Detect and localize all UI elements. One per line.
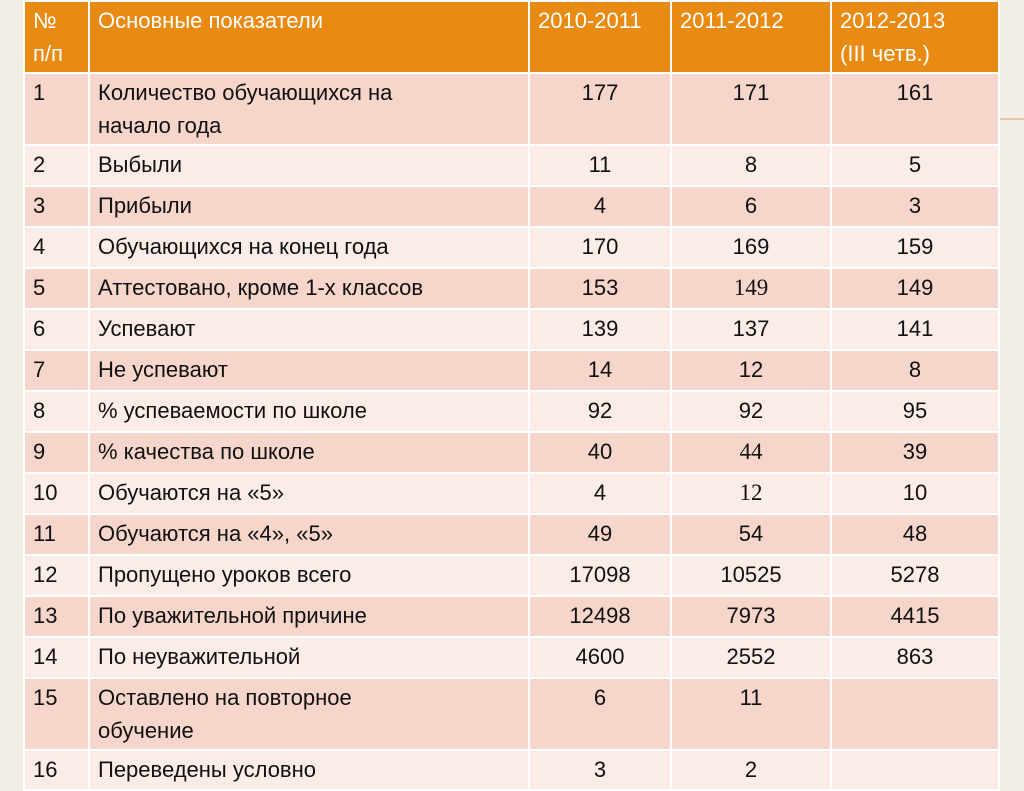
row-value-2011: 2 [671,750,831,790]
row-value-2011: 6 [671,186,831,227]
table-row [24,596,999,637]
row-value-2010: 4 [529,186,671,227]
row-indicator: % качества по школе [89,432,529,473]
row-value-2010: 177 [529,73,671,145]
row-indicator: Пропущено уроков всего [89,555,529,596]
row-value-2010: 11 [529,145,671,186]
row-value-2011: 149 [671,268,831,309]
row-value-2011: 11 [671,678,831,750]
row-indicator: По неуважительной [89,637,529,678]
indicators-table [23,0,1000,791]
table-row [24,145,999,186]
row-number: 1 [24,73,89,145]
row-number: 8 [24,391,89,432]
row-indicator: Обучаются на «4», «5» [89,514,529,555]
row-value-2011: 171 [671,73,831,145]
row-number: 12 [24,555,89,596]
row-value-2012: 3 [831,186,999,227]
row-number: 16 [24,750,89,790]
table-row [24,432,999,473]
row-number: 5 [24,268,89,309]
row-value-2012: 4415 [831,596,999,637]
row-indicator: Количество обучающихся на начало года [89,73,529,145]
row-indicator: Аттестовано, кроме 1-х классов [89,268,529,309]
table-row [24,268,999,309]
row-value-2010: 17098 [529,555,671,596]
row-value-2010: 6 [529,678,671,750]
table-row [24,473,999,514]
row-value-2011: 137 [671,309,831,350]
table-row [24,227,999,268]
row-indicator: Прибыли [89,186,529,227]
row-value-2012: 10 [831,473,999,514]
row-number: 7 [24,350,89,391]
row-value-2012: 5 [831,145,999,186]
row-value-2012: 8 [831,350,999,391]
row-number: 13 [24,596,89,637]
row-value-2011: 7973 [671,596,831,637]
row-value-2010: 40 [529,432,671,473]
row-value-2010: 4600 [529,637,671,678]
table-row [24,555,999,596]
row-indicator: % успеваемости по школе [89,391,529,432]
row-number: 14 [24,637,89,678]
row-value-2012 [831,750,999,790]
row-value-2010: 92 [529,391,671,432]
decorative-line [996,118,1024,120]
row-value-2011: 92 [671,391,831,432]
row-number: 2 [24,145,89,186]
table-row [24,309,999,350]
table-row [24,73,999,145]
row-indicator: Не успевают [89,350,529,391]
row-value-2011: 44 [671,432,831,473]
row-number: 11 [24,514,89,555]
row-value-2012: 149 [831,268,999,309]
row-indicator: Выбыли [89,145,529,186]
row-value-2010: 49 [529,514,671,555]
row-value-2012: 863 [831,637,999,678]
row-value-2012: 48 [831,514,999,555]
row-value-2010: 14 [529,350,671,391]
table-row [24,391,999,432]
table-row [24,750,999,790]
row-indicator: Обучаются на «5» [89,473,529,514]
row-value-2010: 4 [529,473,671,514]
table-row [24,678,999,750]
table-row [24,514,999,555]
header-year-2011: 2011-2012 [671,1,831,73]
row-number: 15 [24,678,89,750]
row-value-2010: 12498 [529,596,671,637]
row-value-2011: 12 [671,350,831,391]
row-value-2011: 169 [671,227,831,268]
row-value-2012: 39 [831,432,999,473]
row-indicator: По уважительной причине [89,596,529,637]
table-row [24,350,999,391]
row-value-2012: 95 [831,391,999,432]
row-value-2012: 5278 [831,555,999,596]
row-value-2010: 139 [529,309,671,350]
row-value-2011: 10525 [671,555,831,596]
row-value-2012: 141 [831,309,999,350]
row-value-2010: 170 [529,227,671,268]
row-value-2011: 54 [671,514,831,555]
row-value-2011: 2552 [671,637,831,678]
row-value-2011: 8 [671,145,831,186]
row-value-2012: 161 [831,73,999,145]
row-indicator: Обучающихся на конец года [89,227,529,268]
row-value-2012 [831,678,999,750]
header-year-2010: 2010-2011 [529,1,671,73]
table-row [24,637,999,678]
row-indicator: Оставлено на повторное обучение [89,678,529,750]
header-num: № п/п [24,1,89,73]
row-value-2010: 3 [529,750,671,790]
row-value-2012: 159 [831,227,999,268]
row-number: 4 [24,227,89,268]
row-number: 9 [24,432,89,473]
row-indicator: Переведены условно [89,750,529,790]
row-value-2010: 153 [529,268,671,309]
table-row [24,186,999,227]
row-number: 3 [24,186,89,227]
row-number: 10 [24,473,89,514]
header-year-2012: 2012-2013 (III четв.) [831,1,999,73]
row-value-2011: 12 [671,473,831,514]
row-number: 6 [24,309,89,350]
header-name: Основные показатели [89,1,529,73]
table-header-row [24,1,999,73]
row-indicator: Успевают [89,309,529,350]
